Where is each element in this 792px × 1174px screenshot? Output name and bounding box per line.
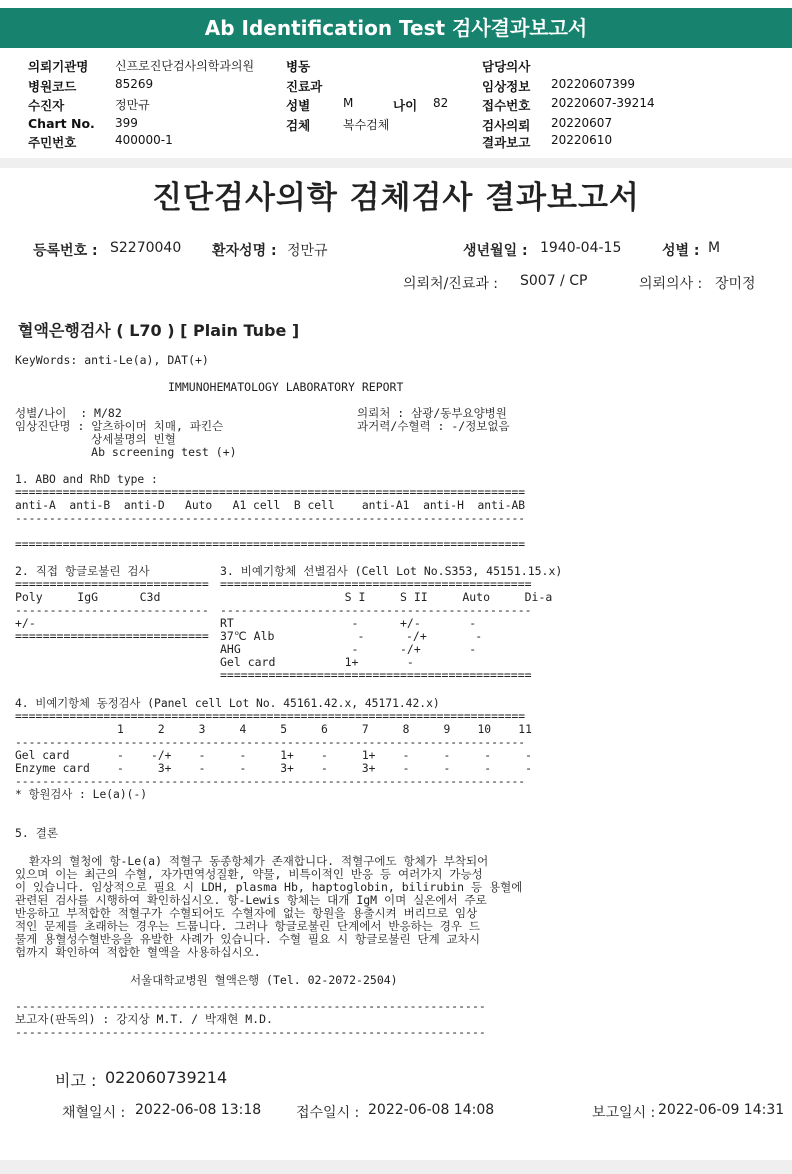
receive-label: 접수일시 : xyxy=(296,1105,360,1121)
patient-name: 정만규 xyxy=(287,243,328,259)
patient-info-left: 성별/나이 : M/82 임상진단명 : 알츠하이머 치매, 파킨슨 상세불명의 빈혈 Ab screening test (+) xyxy=(15,406,237,459)
header-label: 결과보고 xyxy=(482,135,531,150)
section-title: 혈액은행검사 ( L70 ) [ Plain Tube ] xyxy=(18,321,300,340)
header-value: 82 xyxy=(433,96,449,110)
report-label: 보고일시 : xyxy=(592,1105,656,1121)
meta-label: 등록번호 : xyxy=(33,243,98,259)
header-label: 주민번호 xyxy=(28,135,77,150)
note-value: 022060739214 xyxy=(105,1068,228,1087)
divider-band xyxy=(0,158,792,168)
header-value: 20220610 xyxy=(551,133,613,147)
header-label: 병동 xyxy=(286,59,311,74)
bottom-band xyxy=(0,1160,792,1174)
header-value: 20220607399 xyxy=(551,77,635,91)
dat-section: 2. 직접 항글로불린 검사 ============================ Poly IgG C3d ---------------------------- +/- ============================ xyxy=(15,564,209,643)
header-label: 성별 xyxy=(286,98,311,113)
header-label: 병원코드 xyxy=(28,79,77,94)
report-banner: Ab Identification Test 검사결과보고서 xyxy=(0,8,792,48)
meta-label: 환자성명 : xyxy=(212,243,277,259)
lab-report-title: IMMUNOHEMATOLOGY LABORATORY REPORT xyxy=(168,380,404,394)
header-label: Chart No. xyxy=(28,116,95,131)
conclusion-title: 5. 결론 xyxy=(15,826,58,840)
header-label: 검체 xyxy=(286,118,311,133)
header-value: 복수검체 xyxy=(343,118,390,132)
header-label: 검사의뢰 xyxy=(482,118,531,133)
requesting-doctor: 장미정 xyxy=(715,276,756,292)
header-label: 임상정보 xyxy=(482,79,531,94)
header-label: 진료과 xyxy=(286,79,323,94)
note-label: 비고 : xyxy=(55,1071,97,1090)
reporter: -------------------------------------------------------------------- 보고자(판독의) : 강지상 M.T. / 박재현 M.D. -------------------------------------------------------------------- xyxy=(15,999,486,1039)
header-label: 접수번호 xyxy=(482,98,531,113)
header-value: 20220607-39214 xyxy=(551,96,655,110)
antibody-screen-section: 3. 비예기항체 선별검사 (Cell Lot No.S353, 45151.15.x) ============================================= S I S II Auto Di-a --------------------------------------------- RT - +/- - 37℃ Alb - -/+ - AHG - -/+ - Gel card 1+ - ============================================= xyxy=(220,564,563,682)
abo-rhd-section: 1. ABO and RhD type : =========================================================================== anti-A anti-B anti-D Auto A1 cell B cell anti-A1 anti-H anti-AB --------------------------------------------------------------------------- =========================================================================== xyxy=(15,473,526,551)
department: S007 / CP xyxy=(520,273,588,289)
keywords: KeyWords: anti-Le(a), DAT(+) xyxy=(15,353,209,367)
registration-number: S2270040 xyxy=(110,240,182,256)
hospital-contact: 서울대학교병원 혈액은행 (Tel. 02-2072-2504) xyxy=(130,973,398,987)
header-label: 나이 xyxy=(393,98,418,113)
meta-label: 성별 : xyxy=(662,243,700,259)
header-value: 399 xyxy=(115,116,138,130)
antibody-panel-section: 4. 비예기항체 동정검사 (Panel cell Lot No. 45161.42.x, 45171.42.x) =========================================================================== 1 2 3 4 5 6 7 8 9 10 11 --------------------------------------------------------------------------- Gel card - -/+ - - 1+ - 1+ - - - - Enzyme card - 3+ - - 3+ - 3+ - - - - --------------------------------------------------------------------------- * 항원검사 : Le(a)(-) xyxy=(15,697,532,801)
header-value: 20220607 xyxy=(551,116,613,130)
header-label: 담당의사 xyxy=(482,59,531,74)
report-datetime: 2022-06-09 14:31 xyxy=(658,1102,785,1118)
meta-label: 생년월일 : xyxy=(463,243,528,259)
header-value: M xyxy=(343,96,354,110)
collect-datetime: 2022-06-08 13:18 xyxy=(135,1102,262,1118)
patient-sex: M xyxy=(708,240,721,256)
header-label: 수진자 xyxy=(28,98,65,113)
collect-label: 채혈일시 : xyxy=(62,1105,126,1121)
header-label: 의뢰기관명 xyxy=(28,59,89,74)
header-value: 정만규 xyxy=(115,98,150,112)
receive-datetime: 2022-06-08 14:08 xyxy=(368,1102,495,1118)
patient-info-right: 의뢰처 : 삼광/동부요양병원 과거력/수혈력 : -/정보없음 xyxy=(357,406,510,433)
document-title: 진단검사의학 검체검사 결과보고서 xyxy=(152,180,640,216)
header-value: 400000-1 xyxy=(115,133,173,147)
header-value: 85269 xyxy=(115,77,154,91)
meta-label: 의뢰처/진료과 : xyxy=(403,276,499,292)
header-value: 신프로진단검사의학과의원 xyxy=(115,59,255,73)
conclusion-text: 환자의 혈청에 항-Le(a) 적혈구 동종항체가 존재합니다. 적혈구에도 항체가 부착되어 있으며 이는 최근의 수혈, 자가면역성질환, 약물, 비특이적인 반응 등 여러가지 가능성 이 있습니다. 임상적으로 필요 시 LDH, plasma Hb, haptoglobin, bilirubin 등 용혈에 관련된 검사를 시행하여 확인하십시오. 항-Lewis 항체는 대개 IgM 이며 실온에서 주로 반응하고 부적합한 적혈구가 수혈되어도 수혈자에 없는 항원을 용출시켜 버리므로 임상 적인 문제를 초래하는 경우는 드뭅니다. 그러나 항글로불린 단계에서 반응하는 경우 드 물게 용혈성수혈반응을 유발한 사례가 있습니다. 수혈 필요 시 항글로불린 단계 교차시 험까지 확인하여 적합한 혈액을 사용하십시오. xyxy=(15,854,523,959)
meta-label: 의뢰의사 : xyxy=(639,276,703,292)
date-of-birth: 1940-04-15 xyxy=(540,240,622,256)
